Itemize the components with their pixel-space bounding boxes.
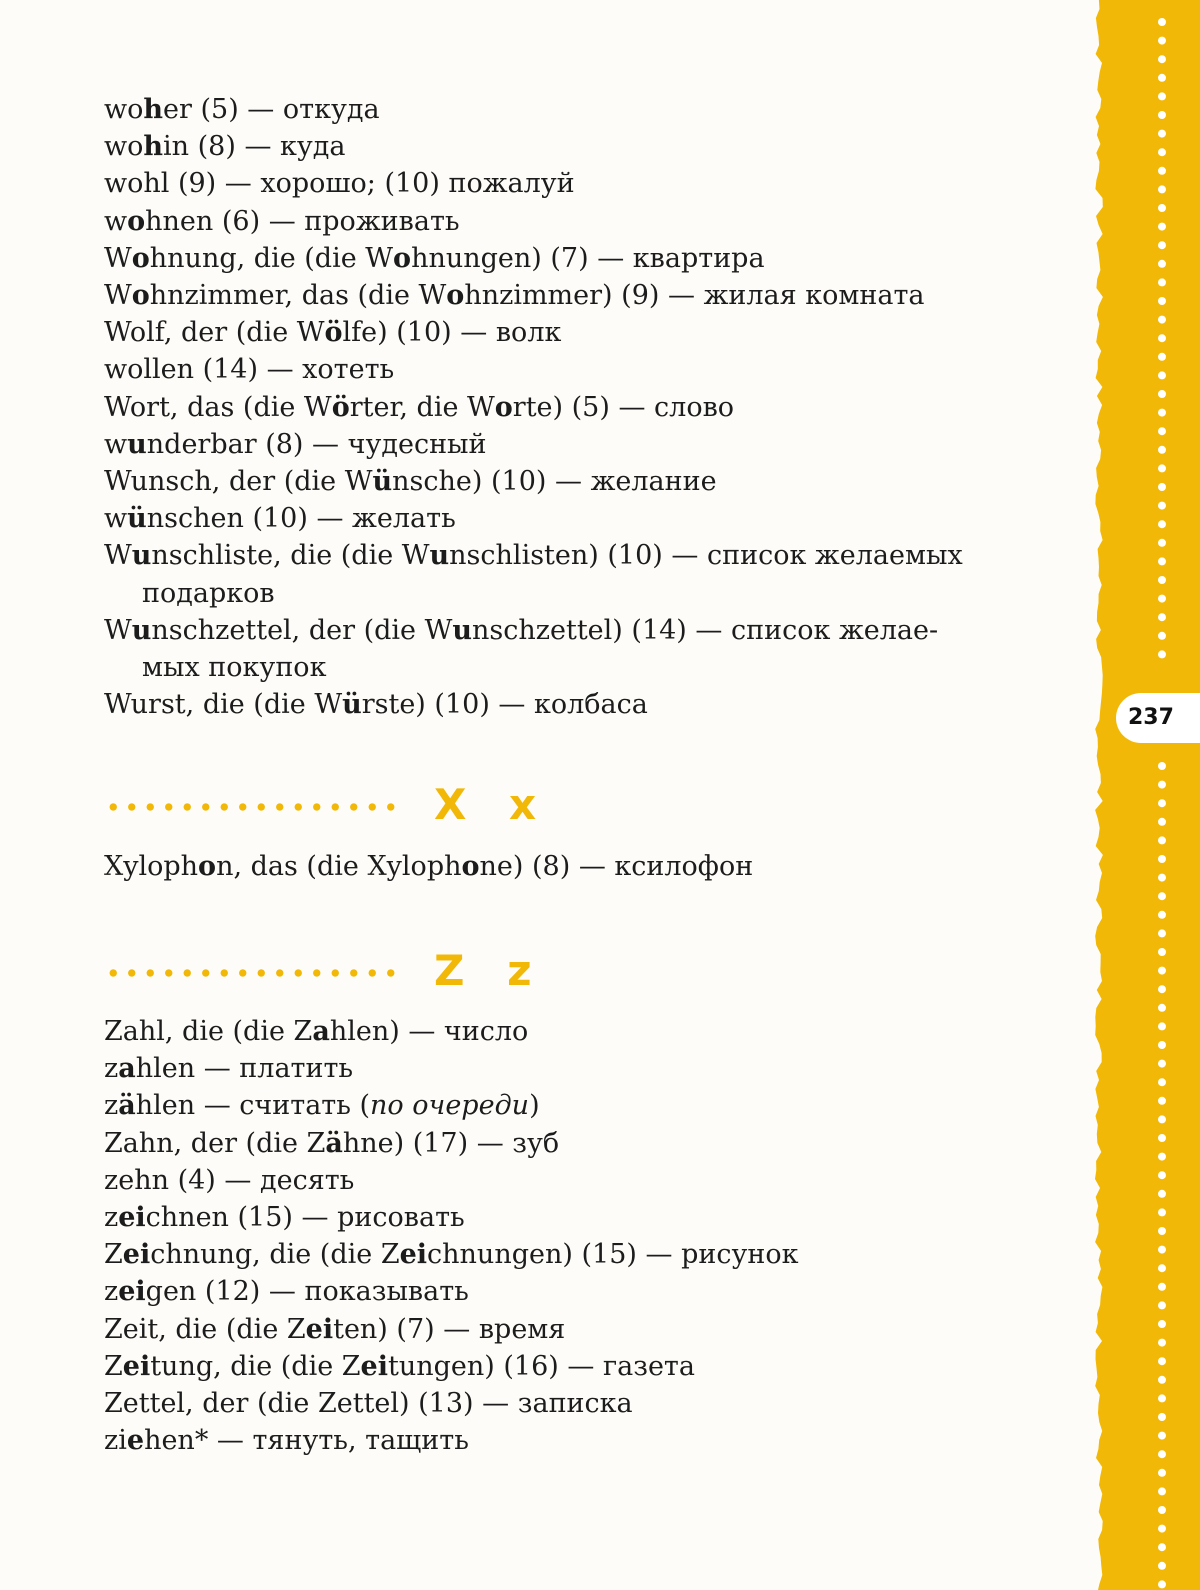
strip-dot bbox=[1158, 111, 1166, 119]
strip-dot bbox=[1158, 520, 1166, 528]
entry-text: Zahl, die (die Z bbox=[104, 1016, 313, 1047]
section-w-entries bbox=[104, 91, 1064, 723]
dictionary-entry bbox=[104, 128, 1064, 165]
entry-text: tungen) (16) — газета bbox=[387, 1350, 695, 1382]
dictionary-entry bbox=[104, 1273, 1064, 1310]
entry-text: wo bbox=[104, 94, 144, 125]
stress-mark: o bbox=[393, 242, 412, 274]
entry-text: W bbox=[104, 614, 132, 646]
entry-text: nsche) (10) — желание bbox=[392, 466, 717, 498]
stress-mark: u bbox=[452, 614, 473, 646]
strip-dot bbox=[1158, 948, 1166, 956]
strip-dot bbox=[1158, 1450, 1166, 1458]
entry-text: chnen (15) — рисовать bbox=[145, 1202, 465, 1234]
strip-dot bbox=[1158, 92, 1166, 100]
strip-dot bbox=[1158, 557, 1166, 565]
stress-mark: o bbox=[131, 242, 150, 274]
dictionary-entry bbox=[104, 686, 1064, 723]
entry-text: nschliste, die (die W bbox=[151, 540, 430, 572]
entry-text: zehn (4) — десять bbox=[104, 1164, 355, 1196]
strip-dot bbox=[1158, 167, 1166, 175]
dictionary-entry bbox=[104, 203, 1064, 240]
strip-dot bbox=[1158, 1041, 1166, 1049]
entry-text: in (8) — куда bbox=[163, 131, 346, 163]
dictionary-entry bbox=[104, 1087, 1064, 1124]
dictionary-entry bbox=[104, 463, 1064, 500]
entry-text: w bbox=[104, 503, 128, 535]
strip-dot bbox=[1158, 1487, 1166, 1495]
strip-dot bbox=[1158, 278, 1166, 286]
strip-dot bbox=[1158, 483, 1166, 491]
dictionary-entry bbox=[104, 351, 1064, 388]
entry-text: Zahn, der (die Z bbox=[104, 1127, 326, 1159]
stress-mark: ü bbox=[372, 466, 393, 498]
entry-text: chnungen) (15) — рисунок bbox=[427, 1239, 799, 1271]
stress-mark: ei bbox=[118, 1276, 146, 1308]
entry-text: rter, die W bbox=[349, 391, 495, 423]
stress-mark: ö bbox=[331, 391, 350, 423]
strip-dot bbox=[1158, 390, 1166, 398]
strip-dot bbox=[1158, 1580, 1166, 1588]
dotted-rule bbox=[104, 968, 400, 978]
entry-text: hnzimmer, das (die W bbox=[149, 280, 447, 312]
entry-text: hlen — считать ( bbox=[135, 1090, 371, 1122]
strip-dot bbox=[1158, 223, 1166, 231]
decorative-side-strip bbox=[1094, 0, 1200, 1590]
entry-text: z bbox=[104, 1053, 119, 1085]
strip-dot bbox=[1158, 1246, 1166, 1254]
dictionary-entry bbox=[104, 537, 1064, 574]
entry-text: nschzettel) (14) — список желае- bbox=[472, 614, 939, 646]
strip-dot bbox=[1158, 1134, 1166, 1142]
strip-dot bbox=[1158, 130, 1166, 138]
entry-text: w bbox=[104, 205, 128, 237]
stress-mark: o bbox=[131, 280, 150, 312]
strip-dot bbox=[1158, 371, 1166, 379]
entry-text: Z bbox=[104, 1350, 123, 1382]
strip-dot bbox=[1158, 1413, 1166, 1421]
stress-mark: o bbox=[127, 205, 146, 237]
entry-text: Xyloph bbox=[104, 851, 199, 882]
dictionary-entry bbox=[104, 1125, 1064, 1162]
entry-text: ne) (8) — ксилофон bbox=[479, 851, 754, 882]
dictionary-entry bbox=[104, 1013, 1064, 1050]
stress-mark: h bbox=[143, 131, 164, 163]
strip-dot bbox=[1158, 353, 1166, 361]
strip-dot bbox=[1158, 1301, 1166, 1309]
strip-dot bbox=[1158, 762, 1166, 770]
entry-text: chnung, die (die Z bbox=[150, 1239, 400, 1271]
strip-dot bbox=[1158, 241, 1166, 249]
strip-dot bbox=[1158, 297, 1166, 305]
entry-text: hnzimmer) (9) — жилая комната bbox=[464, 280, 925, 312]
strip-dot bbox=[1158, 1506, 1166, 1514]
strip-dot bbox=[1158, 1562, 1166, 1570]
strip-dot bbox=[1158, 836, 1166, 844]
stress-mark: a bbox=[312, 1016, 330, 1047]
stress-mark: ä bbox=[325, 1127, 343, 1159]
strip-dot bbox=[1158, 1097, 1166, 1105]
dictionary-entry bbox=[104, 1311, 1064, 1348]
entry-text: W bbox=[104, 280, 132, 312]
strip-dot bbox=[1158, 1357, 1166, 1365]
strip-dot bbox=[1158, 1376, 1166, 1384]
stress-mark: ei bbox=[305, 1313, 334, 1345]
strip-dot bbox=[1158, 818, 1166, 826]
strip-dot bbox=[1158, 632, 1166, 640]
dictionary-entry bbox=[104, 1348, 1064, 1385]
strip-dot bbox=[1158, 1022, 1166, 1030]
entry-text: Zeit, die (die Z bbox=[104, 1313, 306, 1345]
strip-dot bbox=[1158, 799, 1166, 807]
section-header-x bbox=[104, 775, 804, 835]
entry-text: z bbox=[104, 1202, 119, 1234]
entry-text: hlen — платить bbox=[135, 1053, 354, 1085]
strip-dot bbox=[1158, 18, 1166, 26]
strip-dot bbox=[1158, 464, 1166, 472]
entry-text: wo bbox=[104, 131, 144, 163]
entry-text: ) bbox=[529, 1090, 540, 1122]
strip-dot bbox=[1158, 650, 1166, 658]
stress-mark: o bbox=[494, 391, 513, 423]
strip-dot bbox=[1158, 1543, 1166, 1551]
entry-text: lfe) (10) — волк bbox=[342, 317, 562, 349]
page-number-badge: 237 bbox=[1116, 693, 1200, 743]
strip-dot bbox=[1158, 1060, 1166, 1068]
strip-dot bbox=[1158, 1208, 1166, 1216]
entry-text: wohl (9) — хорошо; (10) пожалуй bbox=[104, 168, 575, 200]
entry-text: Wunsch, der (die W bbox=[104, 466, 373, 498]
strip-dot bbox=[1158, 1078, 1166, 1086]
strip-dot bbox=[1158, 1469, 1166, 1477]
strip-dot bbox=[1158, 595, 1166, 603]
strip-dot bbox=[1158, 1283, 1166, 1291]
entry-text: Zettel, der (die Zettel) (13) — записка bbox=[104, 1388, 633, 1420]
strip-dot bbox=[1158, 502, 1166, 510]
entry-text: мых покупок bbox=[142, 652, 327, 684]
dictionary-entry bbox=[104, 612, 1064, 649]
strip-dot bbox=[1158, 409, 1166, 417]
stress-mark: e bbox=[126, 1425, 145, 1457]
strip-dot bbox=[1158, 1153, 1166, 1161]
entry-continuation bbox=[104, 649, 1064, 686]
stress-mark: ei bbox=[118, 1202, 146, 1234]
stress-mark: u bbox=[429, 540, 450, 572]
entry-text: Z bbox=[104, 1239, 123, 1271]
strip-dot bbox=[1158, 985, 1166, 993]
entry-text: w bbox=[104, 428, 128, 460]
strip-dot bbox=[1158, 446, 1166, 454]
dictionary-entry bbox=[104, 389, 1064, 426]
section-x-entries bbox=[104, 848, 1064, 885]
stress-mark: ü bbox=[127, 503, 147, 535]
strip-dot bbox=[1158, 427, 1166, 435]
dotted-rule bbox=[104, 802, 400, 812]
dictionary-entry bbox=[104, 1050, 1064, 1087]
entry-text: z bbox=[104, 1090, 119, 1122]
strip-dot bbox=[1158, 539, 1166, 547]
stress-mark: u bbox=[131, 614, 152, 646]
entry-text: nschzettel, der (die W bbox=[151, 614, 453, 646]
section-letter-z: Z z bbox=[434, 946, 546, 995]
dictionary-entry bbox=[104, 314, 1064, 351]
strip-dot bbox=[1158, 148, 1166, 156]
stress-mark: ü bbox=[342, 689, 362, 721]
stress-mark: ei bbox=[360, 1350, 388, 1382]
strip-dot bbox=[1158, 1115, 1166, 1123]
entry-text: Wolf, der (die W bbox=[104, 317, 325, 349]
dictionary-entry bbox=[104, 1162, 1064, 1199]
strip-dot bbox=[1158, 1339, 1166, 1347]
entry-continuation bbox=[104, 575, 1064, 612]
stress-mark: ei bbox=[399, 1239, 428, 1271]
strip-dot bbox=[1158, 1432, 1166, 1440]
entry-text: nschlisten) (10) — список желаемых bbox=[449, 540, 963, 572]
dictionary-entry bbox=[104, 1236, 1064, 1273]
strip-dot bbox=[1158, 316, 1166, 324]
stress-mark: o bbox=[446, 280, 465, 312]
dictionary-entry bbox=[104, 277, 1064, 314]
strip-dot bbox=[1158, 1171, 1166, 1179]
strip-dot bbox=[1158, 892, 1166, 900]
stress-mark: o bbox=[461, 851, 480, 882]
dictionary-entry bbox=[104, 500, 1064, 537]
stress-mark: o bbox=[198, 851, 217, 882]
strip-dot bbox=[1158, 911, 1166, 919]
entry-text: hen* — тянуть, тащить bbox=[144, 1425, 469, 1457]
strip-dot bbox=[1158, 1004, 1166, 1012]
entry-text: nschen (10) — желать bbox=[146, 503, 456, 535]
entry-text: nderbar (8) — чудесный bbox=[146, 428, 487, 460]
entry-text: W bbox=[104, 242, 132, 274]
section-z-entries bbox=[104, 1013, 1064, 1459]
strip-dot bbox=[1158, 967, 1166, 975]
strip-dot bbox=[1158, 874, 1166, 882]
entry-text: rte) (5) — слово bbox=[512, 391, 735, 423]
entry-text: hne) (17) — зуб bbox=[342, 1127, 560, 1159]
dictionary-entry bbox=[104, 165, 1064, 202]
dictionary-entry bbox=[104, 848, 1064, 885]
entry-text: Wurst, die (die W bbox=[104, 689, 343, 721]
entry-text: hnungen) (7) — квартира bbox=[411, 242, 765, 274]
dictionary-entry bbox=[104, 240, 1064, 277]
entry-text: tung, die (die Z bbox=[150, 1350, 361, 1382]
strip-dot bbox=[1158, 613, 1166, 621]
entry-text: hnen (6) — проживать bbox=[145, 205, 460, 237]
strip-dot bbox=[1158, 929, 1166, 937]
strip-dot bbox=[1158, 334, 1166, 342]
strip-dot bbox=[1158, 1227, 1166, 1235]
strip-dot bbox=[1158, 185, 1166, 193]
entry-text: rste) (10) — колбаса bbox=[361, 689, 648, 721]
strip-dot bbox=[1158, 1190, 1166, 1198]
stress-mark: u bbox=[127, 428, 147, 460]
strip-dot bbox=[1158, 1320, 1166, 1328]
section-letter-x: X x bbox=[434, 780, 551, 829]
stress-mark: u bbox=[131, 540, 152, 572]
stress-mark: ä bbox=[118, 1090, 136, 1122]
strip-dot bbox=[1158, 781, 1166, 789]
strip-dot bbox=[1158, 55, 1166, 63]
entry-text: hlen) — число bbox=[329, 1016, 529, 1047]
strip-dot bbox=[1158, 74, 1166, 82]
stress-mark: ei bbox=[122, 1350, 151, 1382]
dictionary-entry bbox=[104, 1199, 1064, 1236]
entry-text: подарков bbox=[142, 577, 275, 609]
dictionary-entry bbox=[104, 426, 1064, 463]
stress-mark: h bbox=[143, 94, 164, 125]
dictionary-entry bbox=[104, 1385, 1064, 1422]
strip-dot bbox=[1158, 576, 1166, 584]
entry-text: zi bbox=[104, 1425, 127, 1457]
dictionary-entry bbox=[104, 1422, 1064, 1459]
stress-mark: ei bbox=[122, 1239, 151, 1271]
stress-mark: a bbox=[118, 1053, 136, 1085]
strip-dot bbox=[1158, 1525, 1166, 1533]
entry-text: W bbox=[104, 540, 132, 572]
section-header-z bbox=[104, 941, 804, 1001]
entry-text: er (5) — откуда bbox=[163, 94, 380, 125]
entry-text: n, das (die Xyloph bbox=[216, 851, 462, 882]
strip-dot bbox=[1158, 260, 1166, 268]
italic-note: по очереди bbox=[370, 1090, 530, 1122]
entry-text: gen (12) — показывать bbox=[145, 1276, 469, 1308]
dictionary-entry bbox=[104, 91, 1064, 128]
strip-dot bbox=[1158, 1394, 1166, 1402]
entry-text: ten) (7) — время bbox=[333, 1313, 566, 1345]
entry-text: hnung, die (die W bbox=[149, 242, 394, 274]
strip-dot bbox=[1158, 37, 1166, 45]
stress-mark: ö bbox=[324, 317, 343, 349]
strip-dot bbox=[1158, 855, 1166, 863]
entry-text: Wort, das (die W bbox=[104, 391, 332, 423]
entry-text: z bbox=[104, 1276, 119, 1308]
strip-dot bbox=[1158, 1264, 1166, 1272]
entry-text: wollen (14) — хотеть bbox=[104, 354, 395, 386]
strip-dot bbox=[1158, 204, 1166, 212]
